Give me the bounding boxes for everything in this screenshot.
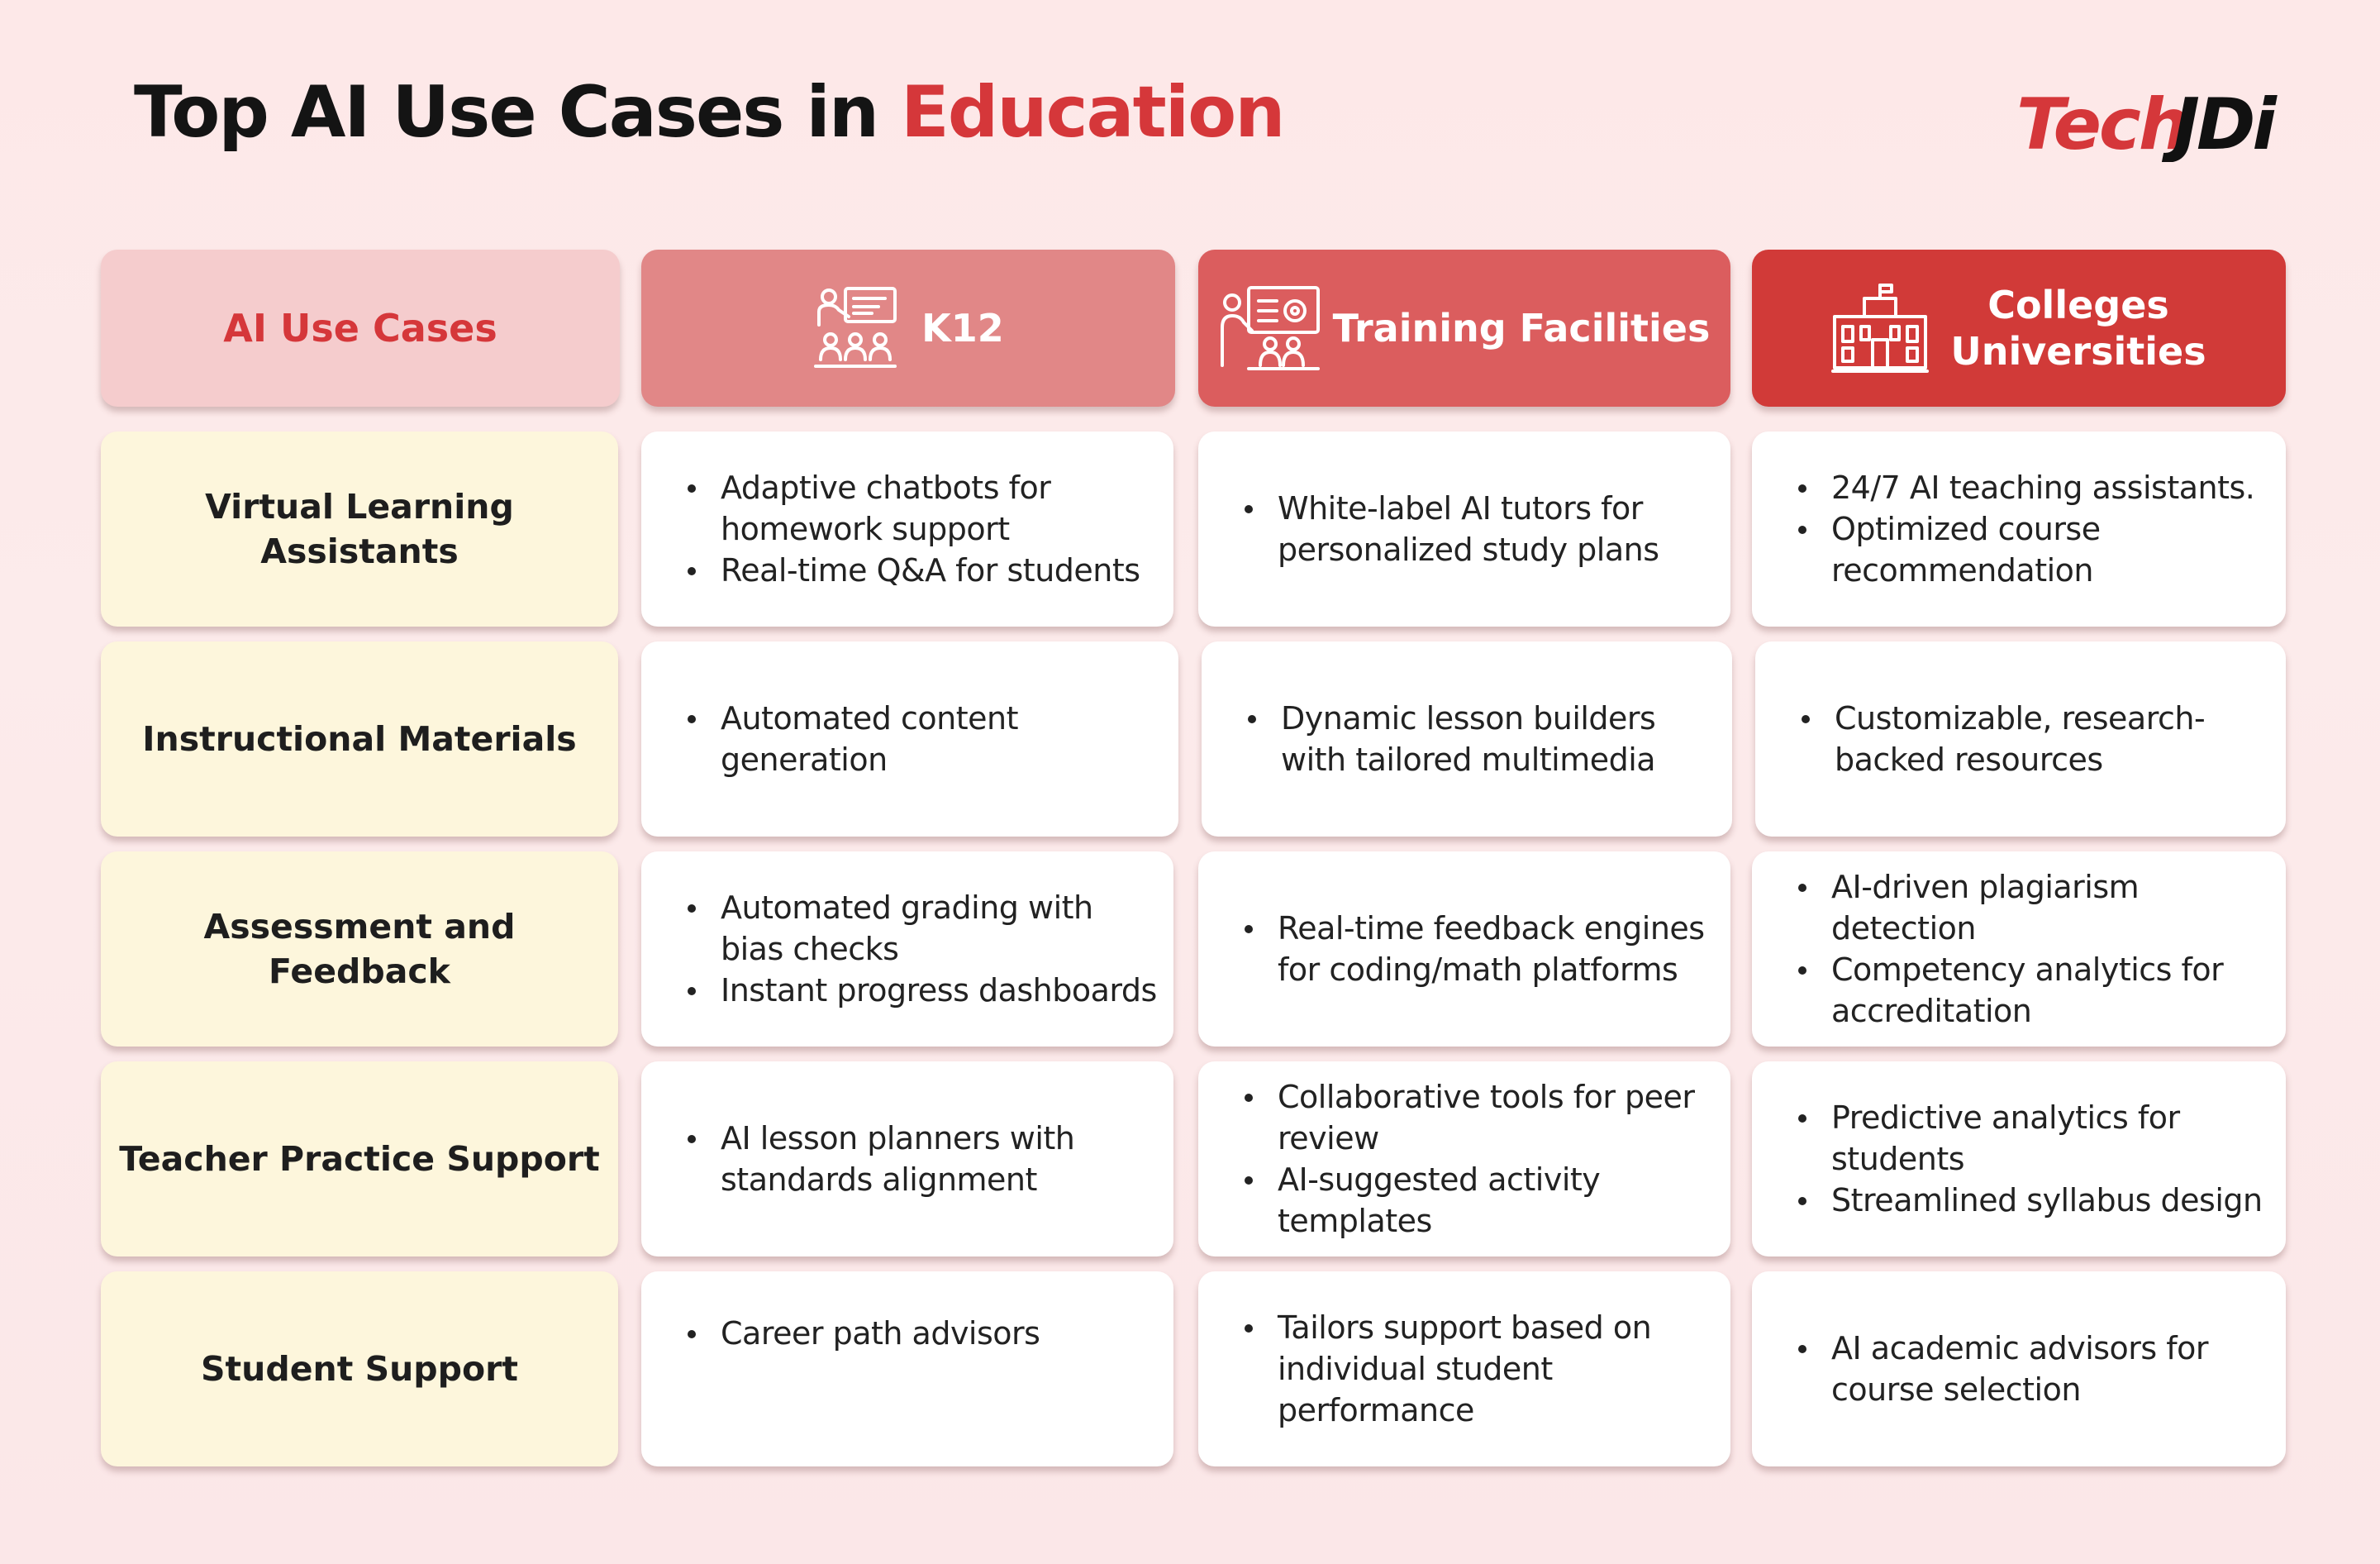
list-item: Collaborative tools for peer review: [1245, 1076, 1716, 1159]
bullet-list: [1245, 1076, 1716, 1242]
cell-student-colleges: [1752, 1271, 2286, 1466]
cell-student-training: [1198, 1271, 1730, 1466]
list-item: Predictive analytics for students: [1798, 1097, 2271, 1180]
cell-virtual-training: [1198, 432, 1730, 627]
row-label-text: Assessment and Feedback: [203, 907, 516, 991]
bullet-list: [688, 1313, 1040, 1354]
row-label-instructional-materials: [101, 641, 618, 837]
list-item: AI-suggested activity templates: [1245, 1159, 1716, 1242]
svg-text:Tech: Tech: [2016, 83, 2187, 162]
row-label-virtual-learning-assistants: [101, 432, 618, 627]
header-ai-use-cases-label: AI Use Cases: [223, 306, 497, 350]
cell-student-k12: [641, 1271, 1173, 1466]
list-item: Tailors support based on individual student performance: [1245, 1307, 1716, 1431]
list-item: Optimized course recommendation: [1798, 508, 2271, 591]
list-item: Customizable, research-backed resources: [1802, 698, 2271, 780]
row-label-assessment-feedback: [101, 851, 618, 1047]
header-colleges-universities-label: [1950, 282, 2206, 374]
row-label-text: Student Support: [201, 1349, 518, 1389]
teacher-classroom-icon: [812, 285, 898, 371]
list-item: AI-driven plagiarism detection: [1798, 866, 2271, 949]
header-colleges-universities: [1752, 250, 2286, 407]
header-k12: [641, 250, 1175, 407]
cell-assessment-colleges: [1752, 851, 2286, 1047]
bullet-list: [1798, 866, 2271, 1032]
bullet-list: [688, 1118, 1159, 1200]
cell-assessment-k12: [641, 851, 1173, 1047]
cell-instructional-colleges: [1755, 641, 2286, 837]
row-label-text: Instructional Materials: [142, 719, 577, 759]
bullet-list: [1798, 1328, 2271, 1410]
list-item: Dynamic lesson builders with tailored multimedia: [1248, 698, 1717, 780]
list-item: Adaptive chatbots for homework support: [688, 467, 1159, 550]
bullet-list: [1802, 698, 2271, 780]
cell-virtual-k12: [641, 432, 1173, 627]
list-item: Streamlined syllabus design: [1798, 1180, 2271, 1221]
list-item: AI academic advisors for course selection: [1798, 1328, 2271, 1410]
bullet-list: [1798, 467, 2271, 591]
cell-instructional-training: [1202, 641, 1732, 837]
row-label-text: Teacher Practice Support: [119, 1139, 600, 1179]
cell-teacher-k12: [641, 1061, 1173, 1256]
header-training-facilities-label: Training Facilities: [1332, 306, 1711, 350]
university-building-icon: [1831, 282, 1929, 374]
list-item: Instant progress dashboards: [688, 970, 1159, 1011]
list-item: Competency analytics for accreditation: [1798, 949, 2271, 1032]
list-item: Career path advisors: [688, 1313, 1040, 1354]
bullet-list: [688, 698, 1164, 780]
header-universities-line: Universities: [1950, 329, 2206, 374]
cell-teacher-colleges: [1752, 1061, 2286, 1256]
list-item: Automated content generation: [688, 698, 1164, 780]
bullet-list: [1245, 488, 1716, 570]
list-item: White-label AI tutors for personalized study plans: [1245, 488, 1716, 570]
cell-instructional-k12: [641, 641, 1178, 837]
row-label-teacher-practice-support: [101, 1061, 618, 1256]
bullet-list: [1248, 698, 1717, 780]
title-accent: Education: [901, 71, 1284, 154]
bullet-list: [688, 467, 1159, 591]
header-colleges-line: Colleges: [1987, 283, 2169, 327]
list-item: 24/7 AI teaching assistants.: [1798, 467, 2271, 508]
header-training-facilities: [1198, 250, 1730, 407]
list-item: Real-time Q&A for students: [688, 550, 1159, 591]
list-item: Real-time feedback engines for coding/math platforms: [1245, 908, 1716, 990]
list-item: Automated grading with bias checks: [688, 887, 1159, 970]
title-main: Top AI Use Cases in: [134, 71, 902, 154]
row-label-text: Virtual Learning Assistants: [205, 487, 514, 571]
bullet-list: [1245, 908, 1716, 990]
page-title: [134, 71, 1284, 154]
header-k12-label: K12: [921, 306, 1004, 350]
techjdi-logo: [2016, 79, 2302, 162]
cell-assessment-training: [1198, 851, 1730, 1047]
training-presentation-icon: [1219, 283, 1321, 374]
cell-teacher-training: [1198, 1061, 1730, 1256]
header-ai-use-cases: [101, 250, 620, 407]
bullet-list: [1245, 1307, 1716, 1431]
bullet-list: [688, 887, 1159, 1011]
bullet-list: [1798, 1097, 2271, 1221]
cell-virtual-colleges: [1752, 432, 2286, 627]
row-label-student-support: [101, 1271, 618, 1466]
list-item: AI lesson planners with standards alignment: [688, 1118, 1159, 1200]
svg-text:JDi: JDi: [2173, 83, 2273, 162]
